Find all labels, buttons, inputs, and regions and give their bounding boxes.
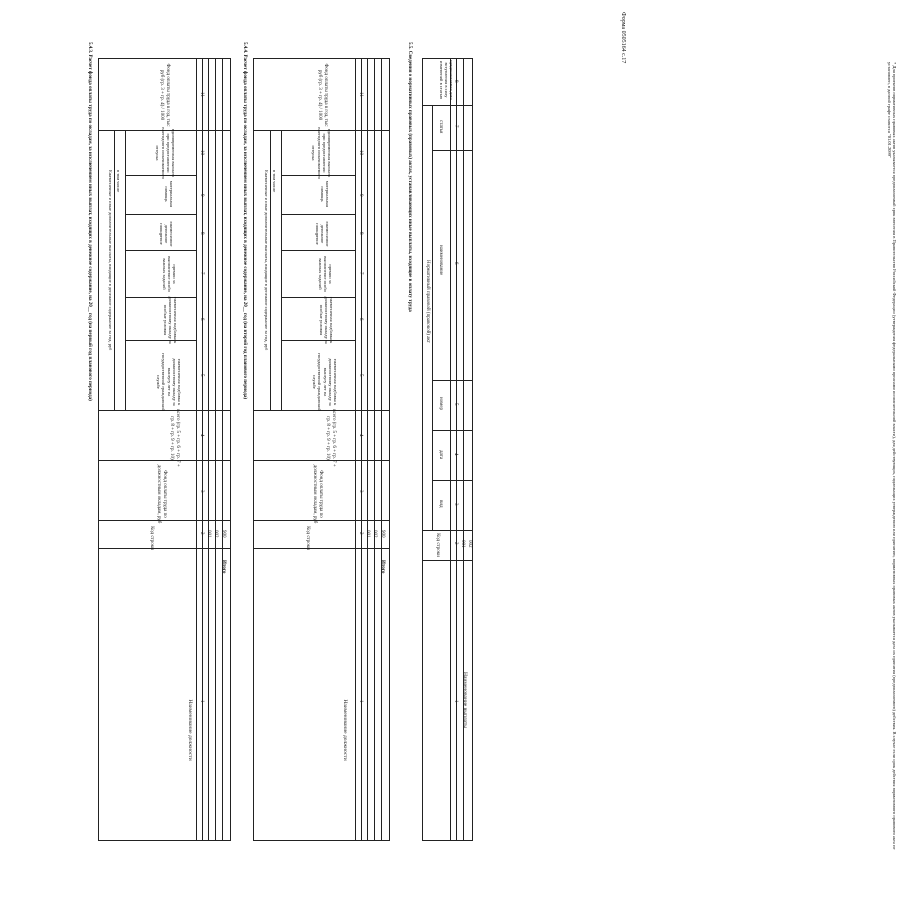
col-num: 2 xyxy=(199,532,204,535)
footnote: * Для проектов нормативных правовых актов указывается предполагаемый срок внесения в Правительство Российской Федерации (утверждения федеральными органами исполнительной власти), для действующих, подлежащих утверждению или принятию, нормативных правовых актов указывается дата их принятия (предполагаемого) действия. В случае если срок действия нормативного правового акта не установлен, в данной графе ставится "01.01.2099" xyxy=(886,62,897,850)
col-code-header: Код строки xyxy=(435,533,440,557)
col-num: 2 xyxy=(453,542,458,545)
col-num: 11 xyxy=(358,92,363,97)
total-code: 900 xyxy=(221,530,226,538)
col-11-header: Фонд оплаты труда в год, тыс руб (гр. 3 + гр. 4) / 1000 xyxy=(159,63,170,127)
col-num: 3 xyxy=(453,503,458,506)
col-7-header: премии за выполнение особо важных заданий xyxy=(161,256,177,292)
total-label: Итого xyxy=(380,560,385,574)
col-num: 1 xyxy=(199,700,204,703)
col-code-header: Код строки xyxy=(149,526,154,550)
col-total-header: всего (гр. 5 + гр. 6 + гр. 7 + гр. 8 + гр. 9 + гр. 10) xyxy=(325,409,336,467)
in-that-number: в том числе xyxy=(116,170,121,193)
col-name-header: наименование xyxy=(438,245,443,276)
col-position-header: Наименование должности xyxy=(342,699,348,761)
col-num: 4 xyxy=(358,434,363,437)
section-544-title: 5.4.4. Расчет фонда оплаты труда по окладам, за исключением иных выплат, входящих в денежное содержание, на 20__ год (на второй год планового периода) xyxy=(242,42,247,400)
col-num: 7 xyxy=(358,272,363,275)
col-num: 4 xyxy=(199,434,204,437)
row-code: 002 xyxy=(467,540,472,548)
col-num: 7 xyxy=(199,272,204,275)
col-num: 8 xyxy=(358,232,363,235)
col-position-header: Наименование должности xyxy=(187,699,193,761)
col-10-header: единовременная выплата при предоставлении ежегодного оплачиваемого отпуска xyxy=(311,127,332,179)
col-code-header: Код строки xyxy=(305,526,310,550)
group-header: Ежемесячные и иные дополнительные выплаты, входящие в денежное содержание за год, руб xyxy=(264,170,269,351)
col-num: 3 xyxy=(199,490,204,493)
col-num: 9 xyxy=(199,194,204,197)
row-code: 001 xyxy=(460,540,465,548)
col-num: 2 xyxy=(358,532,363,535)
col-num: 11 xyxy=(199,92,204,97)
act-group-header: Нормативный правовой (правовой) акт xyxy=(425,260,430,343)
col-num: 3 xyxy=(358,490,363,493)
col-num: 6 xyxy=(358,318,363,321)
col-num: 6 xyxy=(199,318,204,321)
form-label: Форма 0505164 с.17 xyxy=(620,12,626,64)
col-num: 10 xyxy=(358,150,363,155)
col-article-header: статья xyxy=(438,120,443,134)
col-num: 10 xyxy=(199,150,204,155)
row-code: 002 xyxy=(372,530,377,538)
col-8-header: ежемесячное денежное поощрение xyxy=(158,221,174,247)
col-num: 4 xyxy=(453,453,458,456)
col-kind-header: вид xyxy=(438,500,443,508)
col-5-header: ежемесячная надбавка к должностному окладу за выслугу лет на государственной гражданской службе xyxy=(312,353,338,411)
col-fund-header: Фонд оплаты труда по должностным окладам, руб xyxy=(156,464,167,524)
col-number-header: номер xyxy=(438,397,443,410)
total-label: Итого xyxy=(221,560,226,574)
col-6-header: ежемесячная надбавка к должностному окладу за особые условия xyxy=(162,296,178,344)
col-6-header: ежемесячная надбавка к должностному окладу за особые условия xyxy=(318,296,334,344)
col-10-header: единовременная выплата при предоставлении ежегодного оплачиваемого отпуска xyxy=(155,127,176,179)
section-543-title: 5.4.3. Расчет фонда оплаты труда по окладам, за исключением иных выплат, входящих в денежное содержание, на 20__ год (на первый год планового периода) xyxy=(87,42,92,401)
col-num: 5 xyxy=(199,374,204,377)
section-55-title: 5.5. Сведения о нормативных правовых (правовых) актах, устанавливающих иные выплаты, входящие в оплату труда xyxy=(407,42,412,312)
col-num: 1 xyxy=(453,700,458,703)
row-code: 001 xyxy=(206,530,211,538)
col-num: 6 xyxy=(453,262,458,265)
col-5-header: ежемесячная надбавка к должностному окладу за выслугу лет на государственной гражданской службе xyxy=(156,353,182,411)
col-payment-header: Наименование выплаты xyxy=(462,671,468,729)
row-code: 001 xyxy=(365,530,370,538)
col-total-header: всего (гр. 5 + гр. 6 + гр. 7 + гр. 8 + гр. 9 + гр. 10) xyxy=(169,409,180,467)
col-9-header: материальная помощь xyxy=(163,180,174,208)
col-fund-header: Фонд оплаты труда по должностным окладам, руб xyxy=(312,464,323,524)
col-force-header: предполагаемая дата вступления в силу изменений в статью xyxy=(438,60,454,100)
total-code: 900 xyxy=(380,530,385,538)
col-8-header: ежемесячное денежное поощрение xyxy=(314,221,330,247)
col-num: 9 xyxy=(358,194,363,197)
row-code: 002 xyxy=(213,530,218,538)
in-that-number: в том числе xyxy=(272,170,277,193)
col-7-header: премии за выполнение особо важных заданий xyxy=(317,256,333,292)
col-11-header: Фонд оплаты труда в год, тыс руб (гр. 3 + гр. 4) / 1000 xyxy=(317,63,328,127)
group-header: Ежемесячные и иные дополнительные выплаты, входящие в денежное содержание за год, руб xyxy=(108,170,113,351)
col-num: 5 xyxy=(453,403,458,406)
col-num: 8 xyxy=(453,80,458,83)
col-num: 7 xyxy=(453,125,458,128)
col-num: 1 xyxy=(358,700,363,703)
col-date-header: дата xyxy=(438,450,443,460)
col-num: 8 xyxy=(199,232,204,235)
col-9-header: материальная помощь xyxy=(319,180,330,208)
col-num: 5 xyxy=(358,374,363,377)
